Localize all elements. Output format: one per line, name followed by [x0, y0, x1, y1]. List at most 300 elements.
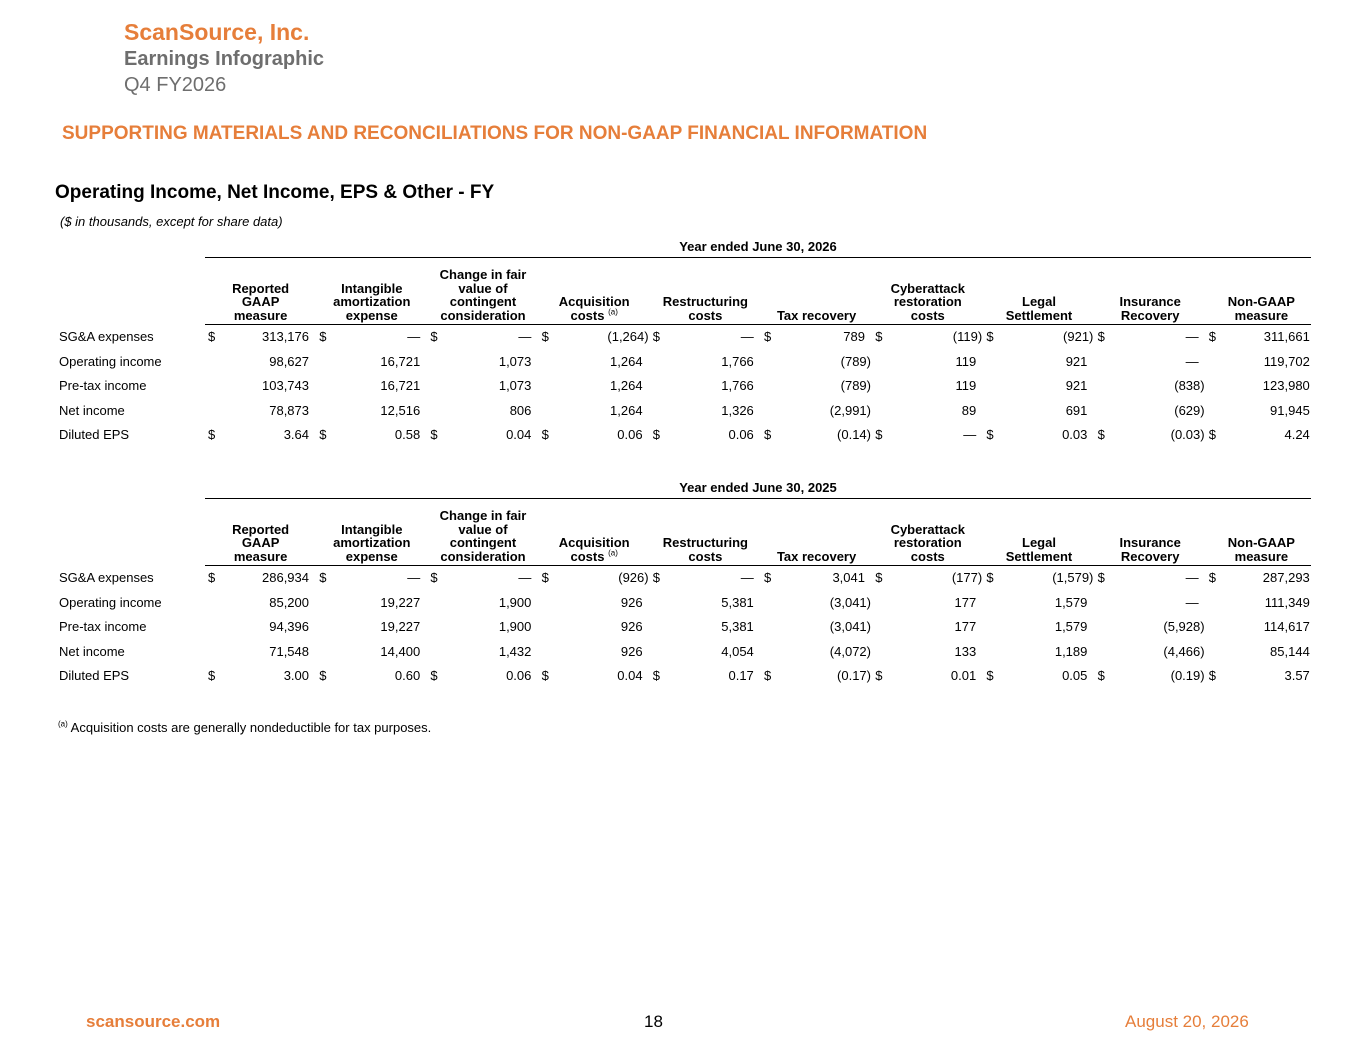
- cell-value: —: [407, 570, 421, 585]
- column-header-line: consideration: [440, 548, 526, 564]
- cell-value: (921): [1063, 329, 1094, 344]
- table-cell: [650, 592, 761, 614]
- column-header-line: Non-GAAP: [1227, 535, 1295, 550]
- column-header: [316, 503, 427, 563]
- table-cell: [761, 375, 872, 397]
- cell-value: (1,264): [607, 329, 649, 344]
- cell-value: 286,934: [262, 570, 309, 585]
- table-cell: [872, 424, 983, 446]
- column-header-line: Cyberattack: [890, 521, 965, 537]
- table-cell: [1095, 567, 1206, 589]
- column-header-line: contingent: [449, 535, 517, 550]
- column-header-line: Recovery: [1120, 548, 1180, 564]
- currency-symbol: $: [652, 329, 661, 344]
- table-cell: [872, 351, 983, 373]
- currency-symbol: $: [764, 570, 772, 585]
- table-row: [53, 375, 1311, 397]
- currency-symbol: $: [875, 427, 883, 442]
- column-header-line: value of: [458, 280, 508, 296]
- table-cell: [1206, 375, 1317, 397]
- cell-value: —: [1185, 594, 1199, 610]
- column-header: [205, 262, 316, 322]
- footer-url[interactable]: scansource.com: [86, 1012, 221, 1031]
- cell-value: (789): [840, 353, 871, 369]
- cell-value: 3.57: [1284, 668, 1310, 683]
- table-cell: [761, 592, 872, 614]
- table-cell: [1206, 351, 1317, 373]
- table-cell: [983, 567, 1094, 589]
- column-header: [761, 262, 872, 322]
- cell-value: 94,396: [269, 619, 309, 634]
- cell-value: 0.03: [1062, 427, 1088, 442]
- currency-symbol: $: [541, 427, 549, 442]
- currency-symbol: $: [430, 427, 438, 442]
- table-cell: [872, 375, 983, 397]
- column-header: [1206, 503, 1317, 563]
- cell-value: (0.19): [1170, 668, 1205, 683]
- cell-value: (789): [840, 378, 871, 393]
- cell-value: —: [1185, 570, 1199, 585]
- cell-value: 691: [1065, 402, 1088, 418]
- table-row: [53, 592, 1311, 614]
- cell-value: 16,721: [380, 378, 421, 393]
- column-header-line: expense: [345, 548, 398, 564]
- column-header-line: costs: [570, 307, 605, 323]
- table-cell: [872, 567, 983, 589]
- table-cell: [650, 567, 761, 589]
- table-cell: [983, 400, 1094, 422]
- currency-symbol: $: [208, 427, 216, 442]
- column-header-line: costs: [688, 307, 723, 323]
- table-cell: [205, 400, 316, 422]
- cell-value: 119: [955, 378, 977, 393]
- table-cell: [761, 665, 872, 687]
- cell-value: 103,743: [262, 378, 309, 393]
- table-cell: [983, 375, 1094, 397]
- column-header-line: Acquisition: [558, 535, 630, 550]
- units-note: ($ in thousands, except for share data): [60, 214, 283, 229]
- column-header: [205, 503, 316, 563]
- row-label: Operating income: [59, 594, 162, 610]
- footnote-text: Acquisition costs are generally nondeductible for tax purposes.: [67, 720, 432, 735]
- column-header-line: Reported: [232, 280, 290, 296]
- currency-symbol: $: [1097, 570, 1105, 585]
- column-header-line: restoration: [893, 535, 962, 550]
- table-cell: [539, 351, 650, 373]
- table-cell: [983, 592, 1094, 614]
- table-cell: [316, 424, 427, 446]
- table-row: [53, 665, 1311, 687]
- column-header-line: Tax recovery: [776, 548, 857, 564]
- table-cell: [983, 616, 1094, 638]
- column-header-line: Acquisition: [558, 294, 630, 309]
- header-rule: [205, 565, 1311, 566]
- table-cell: [1206, 326, 1317, 348]
- cell-value: (1,579): [1052, 570, 1094, 585]
- table-cell: [761, 424, 872, 446]
- cell-value: 0.04: [506, 427, 532, 442]
- currency-symbol: $: [319, 668, 327, 683]
- column-header: [539, 262, 650, 322]
- currency-symbol: $: [986, 329, 994, 344]
- currency-symbol: $: [1097, 329, 1105, 344]
- table-cell: [1095, 665, 1206, 687]
- table-cell: [761, 567, 872, 589]
- cell-value: 287,293: [1262, 570, 1310, 585]
- table-cell: [427, 424, 538, 446]
- cell-value: 0.01: [950, 668, 977, 683]
- table-cell: [761, 326, 872, 348]
- cell-value: 19,227: [380, 594, 421, 610]
- table-row: [53, 400, 1311, 422]
- table-cell: [1095, 400, 1206, 422]
- column-header-line: costs: [910, 548, 945, 564]
- column-header-line: restoration: [893, 294, 962, 309]
- row-label: Operating income: [59, 353, 162, 369]
- currency-symbol: $: [1208, 427, 1217, 442]
- table-title: Operating Income, Net Income, EPS & Other - FY: [55, 182, 495, 203]
- cell-value: 119: [955, 353, 977, 369]
- table-cell: [761, 616, 872, 638]
- table-cell: [205, 424, 316, 446]
- table-cell: [316, 616, 427, 638]
- table-cell: [539, 326, 650, 348]
- cell-value: 98,627: [269, 353, 309, 369]
- table-cell: [650, 351, 761, 373]
- currency-symbol: $: [1097, 668, 1105, 683]
- table-cell: [872, 665, 983, 687]
- currency-symbol: $: [208, 668, 216, 683]
- cell-value: 0.04: [617, 668, 643, 683]
- column-header-line: Restructuring: [662, 294, 748, 309]
- cell-value: (2,991): [829, 402, 871, 418]
- currency-symbol: $: [1208, 570, 1217, 585]
- table-row: [53, 424, 1311, 446]
- currency-symbol: $: [875, 668, 883, 683]
- period-header: Year ended June 30, 2025: [205, 479, 1311, 499]
- cell-value: —: [407, 329, 421, 344]
- column-header-line: costs: [570, 548, 605, 564]
- table-cell: [427, 326, 538, 348]
- cell-value: 1,432: [498, 643, 532, 659]
- cell-value: 0.17: [728, 668, 754, 683]
- column-header-line: GAAP: [241, 535, 280, 550]
- currency-symbol: $: [541, 570, 549, 585]
- column-header: [316, 262, 427, 322]
- fiscal-period: Q4 FY2026: [124, 74, 227, 96]
- table-cell: [427, 616, 538, 638]
- table-cell: [205, 326, 316, 348]
- table-cell: [539, 567, 650, 589]
- table-cell: [1206, 567, 1317, 589]
- table-cell: [427, 375, 538, 397]
- row-label: Diluted EPS: [59, 427, 130, 442]
- table-cell: [205, 375, 316, 397]
- table-cell: [539, 592, 650, 614]
- cell-value: (0.17): [837, 668, 871, 683]
- cell-value: —: [963, 427, 977, 442]
- column-header: [427, 262, 538, 322]
- currency-symbol: $: [986, 570, 994, 585]
- cell-value: (119): [952, 329, 983, 344]
- table-cell: [427, 641, 538, 663]
- cell-value: —: [740, 329, 754, 344]
- currency-symbol: $: [430, 570, 438, 585]
- cell-value: (4,466): [1163, 643, 1205, 659]
- cell-value: 0.06: [617, 427, 643, 442]
- cell-value: 177: [954, 619, 977, 634]
- section-heading: SUPPORTING MATERIALS AND RECONCILIATIONS FOR NON-GAAP FINANCIAL INFORMATION: [62, 123, 928, 144]
- cell-value: 16,721: [380, 353, 421, 369]
- row-label: Net income: [59, 402, 125, 418]
- cell-value: 85,200: [269, 594, 309, 610]
- table-cell: [205, 567, 316, 589]
- table-cell: [650, 375, 761, 397]
- table-cell: [205, 616, 316, 638]
- cell-value: 1,073: [498, 353, 532, 369]
- cell-value: 789: [843, 329, 865, 344]
- cell-value: 85,144: [1270, 643, 1310, 659]
- cell-value: (926): [618, 570, 649, 585]
- table-cell: [539, 375, 650, 397]
- footnote-ref: (a): [608, 548, 618, 558]
- currency-symbol: $: [208, 329, 216, 344]
- table-cell: [427, 400, 538, 422]
- cell-value: —: [518, 329, 532, 344]
- currency-symbol: $: [875, 329, 883, 344]
- footnote: [58, 720, 431, 735]
- period-header: Year ended June 30, 2026: [205, 238, 1311, 258]
- table-row: [53, 326, 1311, 348]
- table-cell: [316, 567, 427, 589]
- currency-symbol: $: [1097, 427, 1105, 442]
- column-header-line: Change in fair: [439, 508, 527, 523]
- table-cell: [761, 641, 872, 663]
- column-header-line: Tax recovery: [776, 307, 857, 323]
- cell-value: 0.60: [394, 668, 421, 683]
- cell-value: 926: [620, 594, 643, 610]
- cell-value: 3.00: [283, 668, 309, 683]
- cell-value: 1,264: [610, 378, 643, 393]
- cell-value: (0.03): [1170, 427, 1205, 442]
- cell-value: (3,041): [829, 619, 871, 634]
- cell-value: 1,900: [498, 619, 532, 634]
- table-cell: [205, 592, 316, 614]
- cell-value: 119,702: [1263, 353, 1310, 369]
- cell-value: 0.58: [394, 427, 421, 442]
- table-cell: [1095, 424, 1206, 446]
- table-cell: [650, 665, 761, 687]
- column-header-line-wrap: [539, 550, 650, 564]
- column-header-line: value of: [458, 521, 508, 537]
- column-header-line: Settlement: [1005, 548, 1073, 564]
- table-cell: [650, 641, 761, 663]
- column-header: [1206, 262, 1317, 322]
- column-header-line: consideration: [440, 307, 526, 323]
- cell-value: 111,349: [1264, 594, 1310, 610]
- column-header-line: measure: [1234, 548, 1289, 564]
- header-rule: [205, 324, 1311, 325]
- infographic-subtitle: Earnings Infographic: [124, 48, 325, 70]
- cell-value: 177: [954, 594, 977, 610]
- cell-value: (5,928): [1163, 619, 1205, 634]
- table-cell: [205, 641, 316, 663]
- currency-symbol: $: [652, 427, 661, 442]
- row-label: SG&A expenses: [59, 329, 154, 344]
- column-header-line: amortization: [333, 535, 411, 550]
- table-cell: [427, 665, 538, 687]
- table-cell: [1095, 351, 1206, 373]
- table-cell: [650, 326, 761, 348]
- cell-value: 14,400: [380, 643, 421, 659]
- table-cell: [539, 400, 650, 422]
- cell-value: 0.05: [1062, 668, 1088, 683]
- column-header-line: Cyberattack: [890, 280, 965, 296]
- table-row: [53, 567, 1311, 589]
- cell-value: 71,548: [269, 643, 309, 659]
- table-cell: [650, 400, 761, 422]
- table-cell: [983, 351, 1094, 373]
- cell-value: 806: [509, 402, 532, 418]
- cell-value: 3,041: [832, 570, 865, 585]
- column-header: [761, 503, 872, 563]
- table-cell: [316, 375, 427, 397]
- column-header: [427, 503, 538, 563]
- footnote-ref: (a): [608, 307, 618, 317]
- table-cell: [983, 326, 1094, 348]
- table-cell: [1095, 375, 1206, 397]
- currency-symbol: $: [986, 668, 994, 683]
- table-cell: [539, 665, 650, 687]
- currency-symbol: $: [319, 329, 327, 344]
- column-header: [650, 262, 761, 322]
- column-header-line: Legal: [1022, 294, 1056, 309]
- footnote-marker: (a): [58, 719, 68, 729]
- table-cell: [983, 665, 1094, 687]
- cell-value: 78,873: [269, 402, 309, 418]
- table-cell: [761, 400, 872, 422]
- currency-symbol: $: [1208, 668, 1217, 683]
- cell-value: 89: [961, 402, 977, 418]
- cell-value: (177): [951, 570, 983, 585]
- cell-value: (838): [1174, 378, 1205, 393]
- column-header-line: measure: [233, 307, 288, 323]
- column-header-line: measure: [1234, 307, 1289, 323]
- cell-value: 926: [620, 643, 643, 659]
- cell-value: 123,980: [1262, 378, 1310, 393]
- cell-value: 921: [1065, 378, 1088, 393]
- table-cell: [427, 351, 538, 373]
- cell-value: 1,900: [498, 594, 532, 610]
- table-cell: [1206, 592, 1317, 614]
- table-cell: [761, 351, 872, 373]
- table-cell: [427, 567, 538, 589]
- table-cell: [316, 326, 427, 348]
- column-header-line: Change in fair: [439, 267, 527, 282]
- table-cell: [1206, 616, 1317, 638]
- column-header-line: Non-GAAP: [1227, 294, 1295, 309]
- cell-value: 1,579: [1054, 594, 1088, 610]
- row-label: Diluted EPS: [59, 668, 130, 683]
- row-label: SG&A expenses: [59, 570, 154, 585]
- cell-value: 5,381: [721, 619, 754, 634]
- column-header-line: measure: [233, 548, 288, 564]
- column-header: [983, 503, 1094, 563]
- currency-symbol: $: [319, 427, 327, 442]
- cell-value: (4,072): [829, 643, 871, 659]
- table-cell: [539, 424, 650, 446]
- cell-value: —: [1185, 329, 1199, 344]
- cell-value: (0.14): [837, 427, 871, 442]
- company-name: ScanSource, Inc.: [124, 19, 310, 45]
- column-header-line: Insurance: [1119, 535, 1181, 550]
- cell-value: 921: [1065, 353, 1088, 369]
- table-cell: [872, 592, 983, 614]
- table-cell: [1095, 616, 1206, 638]
- currency-symbol: $: [652, 570, 661, 585]
- cell-value: 4.24: [1284, 427, 1310, 442]
- cell-value: 12,516: [380, 402, 421, 418]
- column-header-line: costs: [910, 307, 945, 323]
- cell-value: —: [740, 570, 754, 585]
- column-header: [650, 503, 761, 563]
- column-header-line: contingent: [449, 294, 517, 309]
- row-label: Net income: [59, 643, 125, 659]
- column-header: [872, 262, 983, 322]
- cell-value: 1,766: [721, 353, 754, 369]
- table-cell: [316, 641, 427, 663]
- column-header-line: amortization: [333, 294, 411, 309]
- table-cell: [983, 641, 1094, 663]
- column-header-line: Insurance: [1119, 294, 1181, 309]
- table-cell: [205, 665, 316, 687]
- cell-value: 114,617: [1263, 619, 1310, 634]
- table-cell: [650, 424, 761, 446]
- table-cell: [983, 424, 1094, 446]
- table-cell: [205, 351, 316, 373]
- table-cell: [1206, 424, 1317, 446]
- report-date: August 20, 2026: [1125, 1012, 1249, 1031]
- row-label: Pre-tax income: [59, 619, 147, 634]
- table-row: [53, 641, 1311, 663]
- cell-value: —: [518, 570, 532, 585]
- cell-value: 3.64: [283, 427, 309, 442]
- column-header: [1095, 262, 1206, 322]
- table-cell: [316, 592, 427, 614]
- table-cell: [872, 616, 983, 638]
- cell-value: 133: [954, 643, 977, 659]
- column-header-line: Restructuring: [662, 535, 748, 550]
- column-header-line: Intangible: [341, 280, 403, 296]
- column-header-line: Legal: [1022, 535, 1056, 550]
- column-header-line: Intangible: [341, 521, 403, 537]
- table-cell: [539, 641, 650, 663]
- currency-symbol: $: [652, 668, 661, 683]
- currency-symbol: $: [208, 570, 216, 585]
- table-cell: [427, 592, 538, 614]
- cell-value: 0.06: [506, 668, 532, 683]
- cell-value: 311,661: [1263, 329, 1310, 344]
- cell-value: 5,381: [721, 594, 754, 610]
- column-header-line: Settlement: [1005, 307, 1073, 323]
- column-header: [539, 503, 650, 563]
- page-number: 18: [644, 1012, 663, 1031]
- currency-symbol: $: [430, 668, 438, 683]
- cell-value: 926: [620, 619, 643, 634]
- currency-symbol: $: [764, 668, 772, 683]
- currency-symbol: $: [319, 570, 327, 585]
- row-label: Pre-tax income: [59, 378, 147, 393]
